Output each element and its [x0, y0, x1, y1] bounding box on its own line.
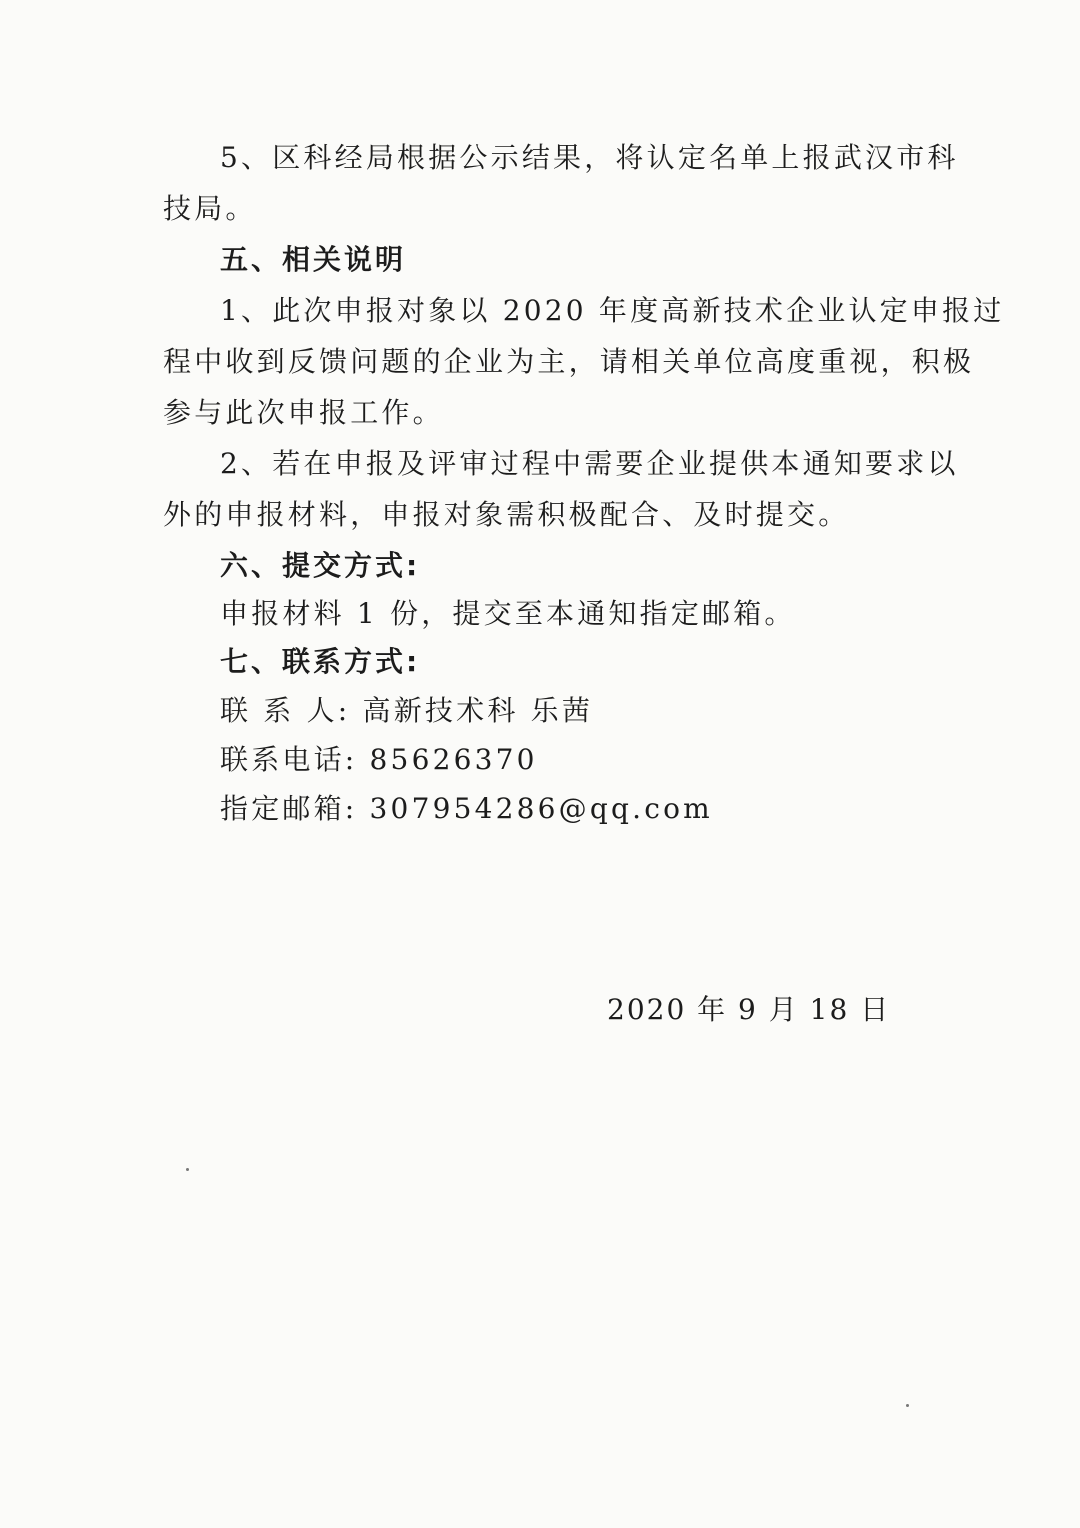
document-date: 2020 年 9 月 18 日 — [607, 993, 891, 1026]
scan-speck — [186, 1168, 189, 1171]
item5-line1: 5、区科经局根据公示结果，将认定名单上报武汉市科 — [220, 141, 959, 174]
s5-item1-line3: 参与此次申报工作。 — [163, 396, 444, 429]
s5-item1-line2: 程中收到反馈问题的企业为主，请相关单位高度重视，积极 — [163, 345, 975, 378]
section5-heading: 五、相关说明 — [220, 243, 407, 276]
section7-heading: 七、联系方式: — [220, 645, 421, 678]
contact-person: 联 系 人: 高新技术科 乐茜 — [220, 694, 594, 727]
s5-item2-line1: 2、若在申报及评审过程中需要企业提供本通知要求以 — [220, 447, 959, 480]
section6-heading: 六、提交方式: — [220, 549, 421, 582]
scan-speck — [906, 1404, 909, 1407]
contact-phone: 联系电话: 85626370 — [220, 743, 538, 776]
section6-text: 申报材料 1 份，提交至本通知指定邮箱。 — [220, 597, 796, 630]
s5-item1-line1: 1、此次申报对象以 2020 年度高新技术企业认定申报过 — [220, 294, 1005, 327]
s5-item2-line2: 外的申报材料，申报对象需积极配合、及时提交。 — [163, 498, 850, 531]
item5-line2: 技局。 — [163, 192, 257, 225]
contact-email: 指定邮箱: 307954286@qq.com — [220, 792, 713, 825]
